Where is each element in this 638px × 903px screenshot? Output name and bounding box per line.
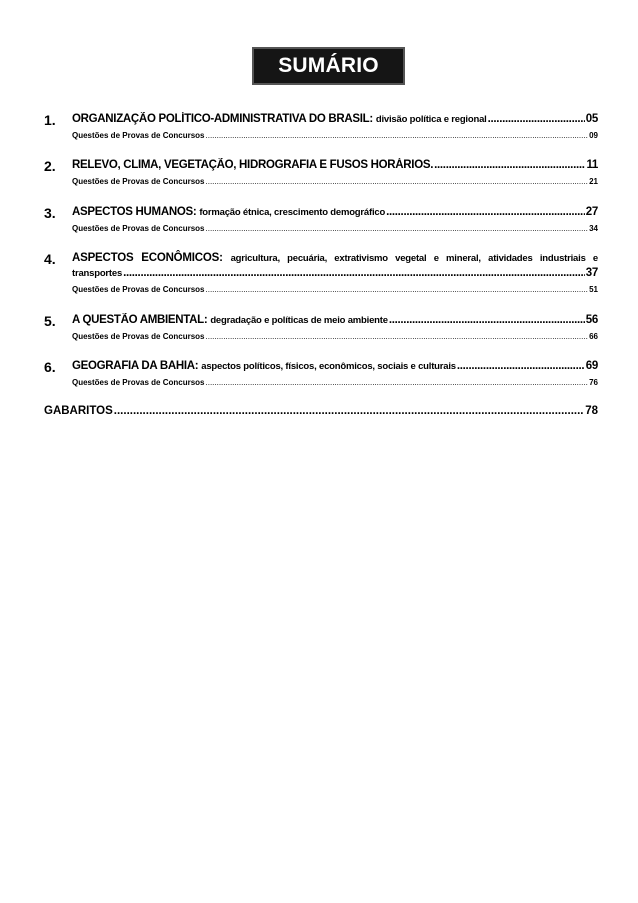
entry-subtitle-cont: transportes bbox=[72, 268, 123, 279]
entry-number: 2. bbox=[44, 158, 56, 174]
entry-page: 05 bbox=[585, 113, 598, 125]
dot-leader bbox=[206, 176, 589, 188]
entry-page: 37 bbox=[585, 267, 598, 279]
toc-entry-4[interactable] bbox=[44, 251, 598, 296]
entry-subtitle: agricultura, pecuária, extrativismo vegetal e mineral, atividades industriais e bbox=[230, 253, 598, 264]
entry-number: 1. bbox=[44, 112, 56, 128]
questions-line[interactable] bbox=[72, 377, 598, 389]
questions-page: 21 bbox=[589, 177, 598, 186]
dot-leader bbox=[206, 284, 589, 296]
toc-entry-2[interactable] bbox=[44, 158, 598, 188]
page-title: SUMÁRIO bbox=[252, 47, 405, 85]
entry-number: 4. bbox=[44, 251, 56, 267]
dot-leader bbox=[206, 331, 589, 343]
questions-label: Questões de Provas de Concursos bbox=[72, 378, 205, 387]
dot-leader bbox=[434, 158, 585, 173]
questions-page: 66 bbox=[589, 332, 598, 341]
entry-number: 6. bbox=[44, 359, 56, 375]
questions-line[interactable] bbox=[72, 331, 598, 343]
questions-label: Questões de Provas de Concursos bbox=[72, 131, 205, 140]
entry-subtitle: degradação e políticas de meio ambiente bbox=[210, 315, 388, 326]
toc-entry-5[interactable] bbox=[44, 313, 598, 343]
questions-page: 34 bbox=[589, 224, 598, 233]
questions-label: Questões de Provas de Concursos bbox=[72, 224, 205, 233]
dot-leader bbox=[488, 112, 585, 127]
questions-label: Questões de Provas de Concursos bbox=[72, 285, 205, 294]
questions-line[interactable] bbox=[72, 176, 598, 188]
entry-title: A QUESTÃO AMBIENTAL: bbox=[72, 314, 208, 326]
toc-entry-6[interactable] bbox=[44, 359, 598, 389]
entry-title: ASPECTOS HUMANOS: bbox=[72, 206, 197, 218]
toc-entry-3[interactable] bbox=[44, 205, 598, 235]
questions-line[interactable] bbox=[72, 130, 598, 142]
gabaritos-page: 78 bbox=[585, 405, 598, 417]
questions-label: Questões de Provas de Concursos bbox=[72, 177, 205, 186]
dot-leader bbox=[123, 266, 585, 281]
entry-number: 3. bbox=[44, 205, 56, 221]
questions-page: 51 bbox=[589, 285, 598, 294]
dot-leader bbox=[206, 130, 589, 142]
toc-entry-1[interactable] bbox=[44, 112, 598, 142]
entry-page: 56 bbox=[585, 314, 598, 326]
entry-subtitle: aspectos políticos, físicos, econômicos, sociais e culturais bbox=[201, 361, 456, 372]
dot-leader bbox=[389, 313, 585, 328]
dot-leader bbox=[457, 359, 585, 374]
gabaritos-label: GABARITOS bbox=[44, 405, 113, 417]
questions-label: Questões de Provas de Concursos bbox=[72, 332, 205, 341]
entry-page: 69 bbox=[585, 360, 598, 372]
entry-title: RELEVO, CLIMA, VEGETAÇÃO, HIDROGRAFIA E FUSOS HORÁRIOS. bbox=[72, 159, 434, 171]
entry-title: GEOGRAFIA DA BAHIA: bbox=[72, 360, 199, 372]
entry-number: 5. bbox=[44, 313, 56, 329]
entry-page: 27 bbox=[585, 206, 598, 218]
questions-line[interactable] bbox=[72, 223, 598, 235]
toc-entry-gabaritos[interactable] bbox=[44, 404, 598, 419]
questions-line[interactable] bbox=[72, 284, 598, 296]
dot-leader bbox=[114, 404, 584, 419]
entry-page: 11 bbox=[586, 159, 598, 171]
dot-leader bbox=[386, 205, 585, 220]
questions-page: 09 bbox=[589, 131, 598, 140]
entry-subtitle: formação étnica, crescimento demográfico bbox=[199, 207, 386, 218]
dot-leader bbox=[206, 377, 589, 389]
entry-title: ASPECTOS ECONÔMICOS: bbox=[72, 252, 223, 264]
entry-title: ORGANIZAÇÃO POLÍTICO-ADMINISTRATIVA DO BRASIL: bbox=[72, 113, 373, 125]
questions-page: 76 bbox=[589, 378, 598, 387]
entry-subtitle: divisão política e regional bbox=[375, 114, 487, 125]
dot-leader bbox=[206, 223, 589, 235]
